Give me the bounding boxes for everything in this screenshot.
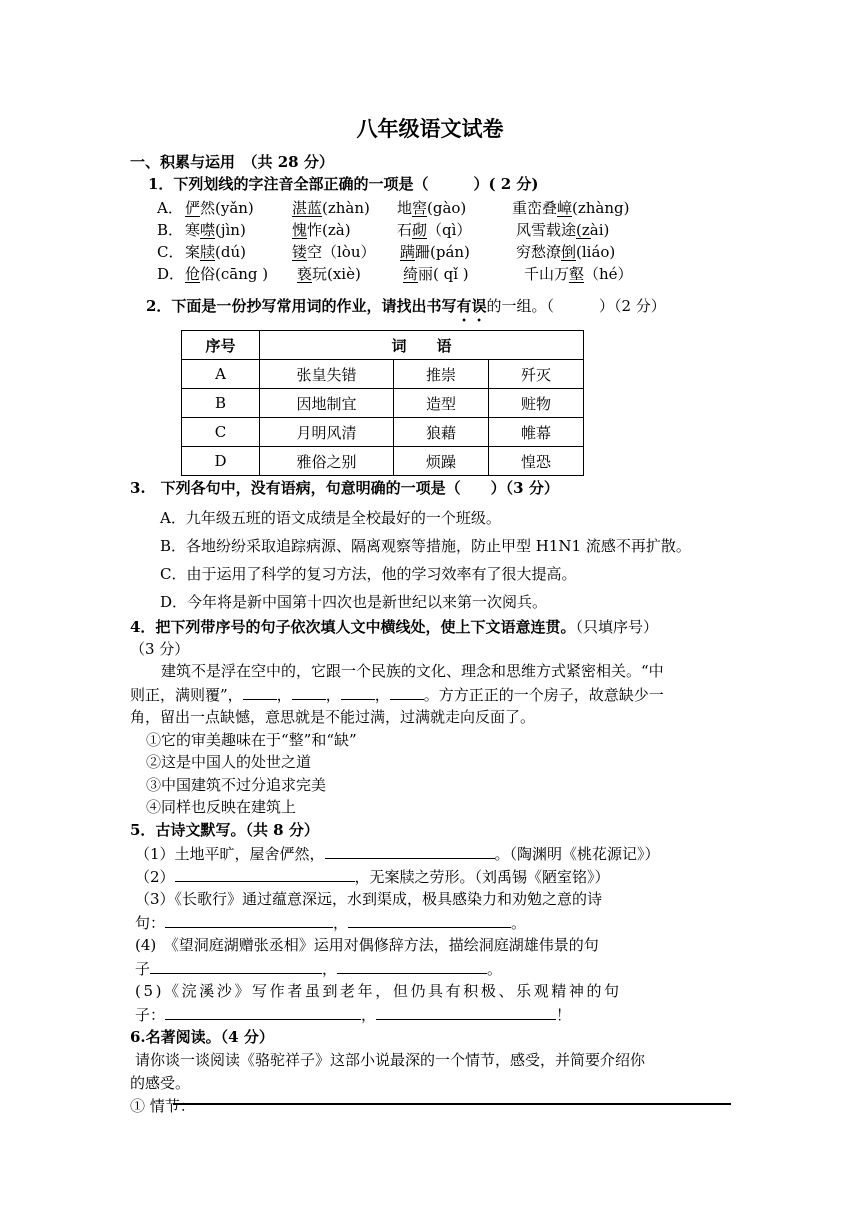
section-heading: 一、积累与运用 （共 28 分） bbox=[130, 153, 334, 171]
q6-stem: 6.名著阅读。（4 分） bbox=[130, 1028, 274, 1046]
q4-sentence-4: ④同样也反映在建筑上 bbox=[146, 798, 297, 816]
q3-option-b: B．各地纷纷采取追踪病源、隔离观察等措施，防止甲型 H1N1 流感不再扩散。 bbox=[160, 537, 691, 555]
q4-stem: 4．把下列带序号的句子依次填人文中横线处，使上下文语意连贯。（只填序号） bbox=[130, 618, 658, 636]
answer-blank[interactable] bbox=[150, 958, 322, 974]
q5-line-5: (5)《浣溪沙》写作者虽到老年，但仍具有积极、乐观精神的句 bbox=[135, 982, 622, 1000]
answer-line[interactable] bbox=[173, 1103, 731, 1105]
answer-blank[interactable] bbox=[165, 1004, 361, 1020]
q5-line-4b: 子 ， 。 bbox=[135, 960, 503, 978]
q5-stem: 5．古诗文默写。（共 8 分） bbox=[130, 821, 319, 839]
answer-blank[interactable] bbox=[341, 684, 375, 700]
q5-line-3b: 句： ， 。 bbox=[135, 914, 527, 932]
q4-score: （3 分） bbox=[130, 640, 190, 658]
answer-blank[interactable] bbox=[325, 843, 495, 859]
answer-blank[interactable] bbox=[292, 684, 326, 700]
answer-blank[interactable] bbox=[165, 912, 333, 928]
q4-sentence-1: ①它的审美趣味在于“整”和“缺” bbox=[146, 731, 357, 749]
q6-paragraph-2: 的感受。 bbox=[130, 1074, 191, 1092]
table-row: C 月明风清 狼藉 帷幕 bbox=[182, 418, 584, 447]
table-row: B 因地制宜 造型 赃物 bbox=[182, 389, 584, 418]
q6-paragraph-1: 请你谈一谈阅读《骆驼祥子》这部小说最深的一个情节，感受，并简要介绍你 bbox=[135, 1051, 646, 1069]
q4-passage-line-1: 建筑不是浮在空中的，它跟一个民族的文化、理念和思维方式紧密相关。“中 bbox=[161, 662, 664, 680]
page-title: 八年级语文试卷 bbox=[356, 116, 504, 141]
q5-line-1: （1）土地平旷，屋舍俨然， 。（陶渊明《桃花源记》） bbox=[135, 845, 660, 863]
q5-line-4: (4) 《望洞庭湖赠张丞相》运用对偶修辞方法，描绘洞庭湖雄伟景的句 bbox=[135, 936, 599, 954]
q2-stem: 2．下面是一份抄写常用词的作业，请找出书写有误的一组。（ ）（2 分） bbox=[146, 297, 666, 315]
q3-option-d: D．今年将是新中国第十四次也是新世纪以来第一次阅兵。 bbox=[160, 593, 548, 611]
q4-passage-line-2: 则正，满则覆”， ， ， ， 。方方正正的一个房子，故意缺少一 bbox=[130, 686, 664, 704]
table-header-cell: 词 语 bbox=[260, 331, 584, 360]
q5-line-5b: 子： ， ！ bbox=[135, 1006, 572, 1024]
answer-blank[interactable] bbox=[243, 684, 277, 700]
word-table bbox=[181, 330, 584, 476]
answer-blank[interactable] bbox=[376, 1004, 556, 1020]
q1-stem: 1．下列划线的字注音全部正确的一项是（ ）( 2 分) bbox=[148, 175, 539, 193]
q5-line-2: （2） ，无案牍之劳形。（刘禹锡《陋室铭》） bbox=[135, 868, 610, 886]
q4-sentence-2: ②这是中国人的处世之道 bbox=[146, 753, 312, 771]
table-row: A 张皇失错 推崇 歼灭 bbox=[182, 360, 584, 389]
q3-option-c: C．由于运用了科学的复习方法，他的学习效率有了很大提高。 bbox=[160, 565, 577, 583]
q4-passage-line-3: 角，留出一点缺憾，意思就是不能过满，过满就走向反面了。 bbox=[130, 708, 536, 726]
q5-line-3: （3）《长歌行》通过蕴意深远，水到渠成，极具感染力和劝勉之意的诗 bbox=[135, 890, 603, 908]
answer-blank[interactable] bbox=[348, 912, 511, 928]
answer-blank[interactable] bbox=[175, 866, 355, 882]
answer-blank[interactable] bbox=[390, 684, 424, 700]
q3-stem: 3. 下列各句中，没有语病，句意明确的一项是（ ）（3 分） bbox=[130, 479, 559, 497]
table-header-cell: 序号 bbox=[182, 331, 260, 360]
table-row: D 雅俗之别 烦躁 惶恐 bbox=[182, 447, 584, 476]
q4-sentence-3: ③中国建筑不过分追求完美 bbox=[146, 776, 327, 794]
q6-item-label: ① 情节： bbox=[130, 1097, 195, 1115]
q3-option-a: A．九年级五班的语文成绩是全校最好的一个班级。 bbox=[160, 509, 501, 527]
answer-blank[interactable] bbox=[337, 958, 487, 974]
exam-page: 八年级语文试卷 一、积累与运用 （共 28 分） 1．下列划线的字注音全部正确的一项是（ ）( 2 分) A． 俨然(yǎn) 湛蓝(zhàn) 地窖(gào) 重峦叠嶂(zhàng) B． 寒噤(jìn) 愧怍(zà) 石砌（qì） 风雪载途(zài) C． 案牍(dú) 镂空（lòu） 蹒跚(pán) 穷愁潦倒(liáo) D． 伧俗(cāng ) 亵玩(xiè) 绮丽( qǐ ) 千山万壑（hé） 2．下面是一份抄写常用词的作业，请找出书写有误的一组。（ ）（2 分） 序号 词 语 A 张皇失错 推崇 歼灭 B 因地制宜 造型 赃物 C 月明风清 狼藉 帷幕 D 雅俗之别 烦躁 惶恐 3. 下列各句中，没有语病，句意明确的一项是（ ）（3 分） A．九年级五班的语文成绩是全校最好的一个班级。 B．各地纷纷采取追踪病源、隔离观察等措施，防止甲型 H1N1 流感不再扩散。 C．由于运用了科学的复习方法，他的学习效率有了很大提高。 D．今年将是新中国第十四次也是新世纪以来第一次阅兵。 4．把下列带序号的句子依次填人文中横线处，使上下文语意连贯。（只填序号） （3 分） 建筑不是浮在空中的，它跟一个民族的文化、理念和思维方式紧密相关。“中 则正，满则覆”， ， ， ， 。方方正正的一个房子，故意缺少一 角，留出一点缺憾，意思就是不能过满，过满就走向反面了。 ①它的审美趣味在于“整”和“缺” ②这是中国人的处世之道 ③中国建筑不过分追求完美 ④同样也反映在建筑上 5．古诗文默写。（共 8 分） （1）土地平旷，屋舍俨然， 。（陶渊明《桃花源记》） （2） ，无案牍之劳形。（刘禹锡《陋室铭》） （3）《长歌行》通过蕴意深远，水到渠成，极具感染力和劝勉之意的诗 句： ， 。 (4) 《望洞庭湖赠张丞相》运用对偶修辞方法，描绘洞庭湖雄伟景的句 子 ， 。 (5)《浣溪沙》写作者虽到老年，但仍具有积极、乐观精神的句 子： ， ！ 6.名著阅读。（4 分） 请你谈一谈阅读《骆驼祥子》这部小说最深的一个情节，感受，并简要介绍你 的感受。 ① 情节： bbox=[0, 0, 860, 1216]
table-header-row bbox=[182, 331, 584, 360]
